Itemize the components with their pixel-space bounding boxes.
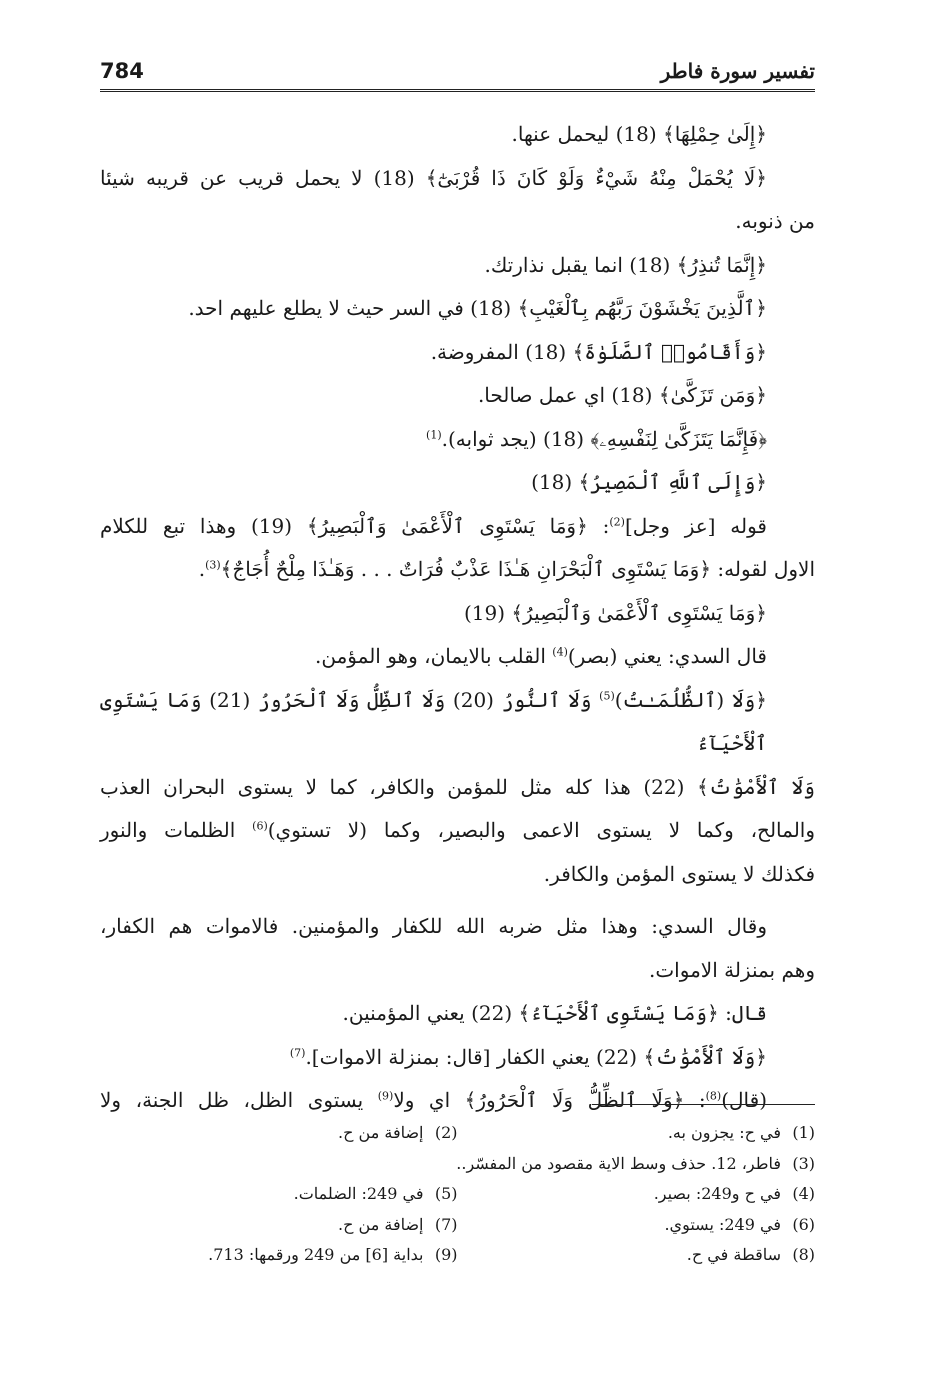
running-title: تفسير سورة فاطر [660,59,815,83]
paragraph: ﴿إِلَىٰ حِمْلِهَا﴾ (18) ليحمل عنها. [511,122,767,146]
footnote-ref: (3) [205,558,221,572]
footnote: (8)ساقطة في ح. [686,1245,815,1264]
paragraph: ﴿وَلَا ٱلْأَمْوَٰتُ﴾ (22) يعني الكفار [قال: بمنزلة الاموات].$^{(7)}$ [289,1044,767,1069]
paragraph: ﴿وَإِلَى ٱللَّهِ ٱلْمَصِيرُ﴾ (18) [531,470,767,494]
paragraph: قال: ﴿وَمَا يَسْتَوِى ٱلْأَحْيَآءُ﴾ (22) يعني المؤمنين. [342,1001,767,1025]
footnote-ref: (9) [377,1089,394,1103]
paragraph: ﴿وَأَقَامُوا۟ ٱلصَّلَوٰةَ﴾ (18) المفروضة. [430,339,767,364]
footnote-divider [592,1104,815,1105]
paragraph: ﴿وَمَن تَزَكَّىٰ﴾ (18) اي عمل صالحا. [477,383,767,407]
paragraph: (قال)$^{(8)}$: ﴿وَلَا ٱلظِّلُّ وَلَا ٱلْحَرُورُ﴾ اي ولا$^{(9)}$ يستوى الظل، ظل الجنة، ولا [100,1088,767,1112]
footnote: (5)في 249: الضلمات. [293,1184,458,1203]
footnote: (7)إضافة من ح. [338,1214,458,1234]
paragraph: وقال السدي: وهذا مثل ضربه الله للكفار والمؤمنين. فالاموات هم الكفار، وهم بمنزلة الاموات. [100,914,815,982]
paragraph: قوله [عز وجل]$^{(2)}$: ﴿وَمَا يَسْتَوِى ٱلْأَعْمَىٰ وَٱلْبَصِيرُ﴾ (19) وهذا تبع للكلام الاول لقوله: ﴿وَمَا يَسْتَوِى ٱلْبَحْرَانِ هَـٰذَا عَذْبٌ فُرَاتٌ . . . وَهَـٰذَا مِلْحٌ أُجَاجٌ﴾$^{(3)}$. [100,513,815,581]
paragraph: ﴿إِنَّمَا تُنذِرُ﴾ (18) انما يقبل نذارتك. [484,252,767,277]
footnote: (4)في ح و249: بصير. [653,1184,815,1203]
paragraph: ﴿فَإِنَّمَا يَتَزَكَّىٰ لِنَفْسِهِۦ﴾ (18) (يجد ثوابه).$^{(1)}$ [426,426,767,451]
footnote: (9)بداية [6] من 249 ورقمها: 713. [208,1245,458,1264]
footnote: (3)فاطر، 12. حذف وسط الاية مقصود من المفسّر.. [456,1153,815,1173]
paragraph: ﴿لَا يُحْمَلْ مِنْهُ شَيْءٌ وَلَوْ كَانَ ذَا قُرْبَىٰٓ﴾ (18) لا يحمل قريب عن قريبه شيئا من ذنوبه. [100,165,815,233]
footnote-ref: (8) [705,1089,722,1103]
paragraph: ﴿وَلَا (ٱلظُّلُمَـٰتُ)$^{(5)}$ وَلَا ٱلنُّورُ (20) وَلَا ٱلظِّلُّ وَلَا ٱلْحَرُورُ (21) وَمَا يَسْتَوِى ٱلْأَحْيَآءُ وَلَا ٱلْأَمْوَٰتُ﴾ (22) هذا كله مثل للمؤمن والكافر، كما لا يستوى البحران العذب والمالح، وكما لا يستوى الاعمى والبصير، وكما (لا تستوي)$^{(6)}$ الظلمات والنور فكذلك لا يستوى المؤمن والكافر. [100,687,815,886]
paragraph: ﴿وَمَا يَسْتَوِى ٱلْأَعْمَىٰ وَٱلْبَصِيرُ﴾ (19) [463,600,767,625]
footnote-ref: (2) [609,514,625,528]
footnote-ref: (5) [599,688,615,702]
page-header [100,52,815,92]
page-number: 784 [100,59,144,83]
paragraph: ﴿ٱلَّذِينَ يَخْشَوْنَ رَبَّهُم بِٱلْغَيْبِ﴾ (18) في السر حيث لا يطلع عليهم احد. [188,296,767,320]
footnote: (1)في ح: يجزون به. [667,1123,815,1142]
footnote-ref: (4) [552,645,568,659]
paragraph: قال السدي: يعني (بصر)$^{(4)}$ القلب بالايمان، وهو المؤمن. [315,644,767,668]
footnote-ref: (7) [289,1045,306,1059]
body-text [100,113,815,1123]
footnote: (6)في 249: يستوي. [664,1214,815,1234]
footnote-ref: (1) [426,427,442,441]
footnote-ref: (6) [252,819,268,833]
footnotes [100,1118,815,1271]
footnote: (2)إضافة من ح. [338,1123,458,1142]
